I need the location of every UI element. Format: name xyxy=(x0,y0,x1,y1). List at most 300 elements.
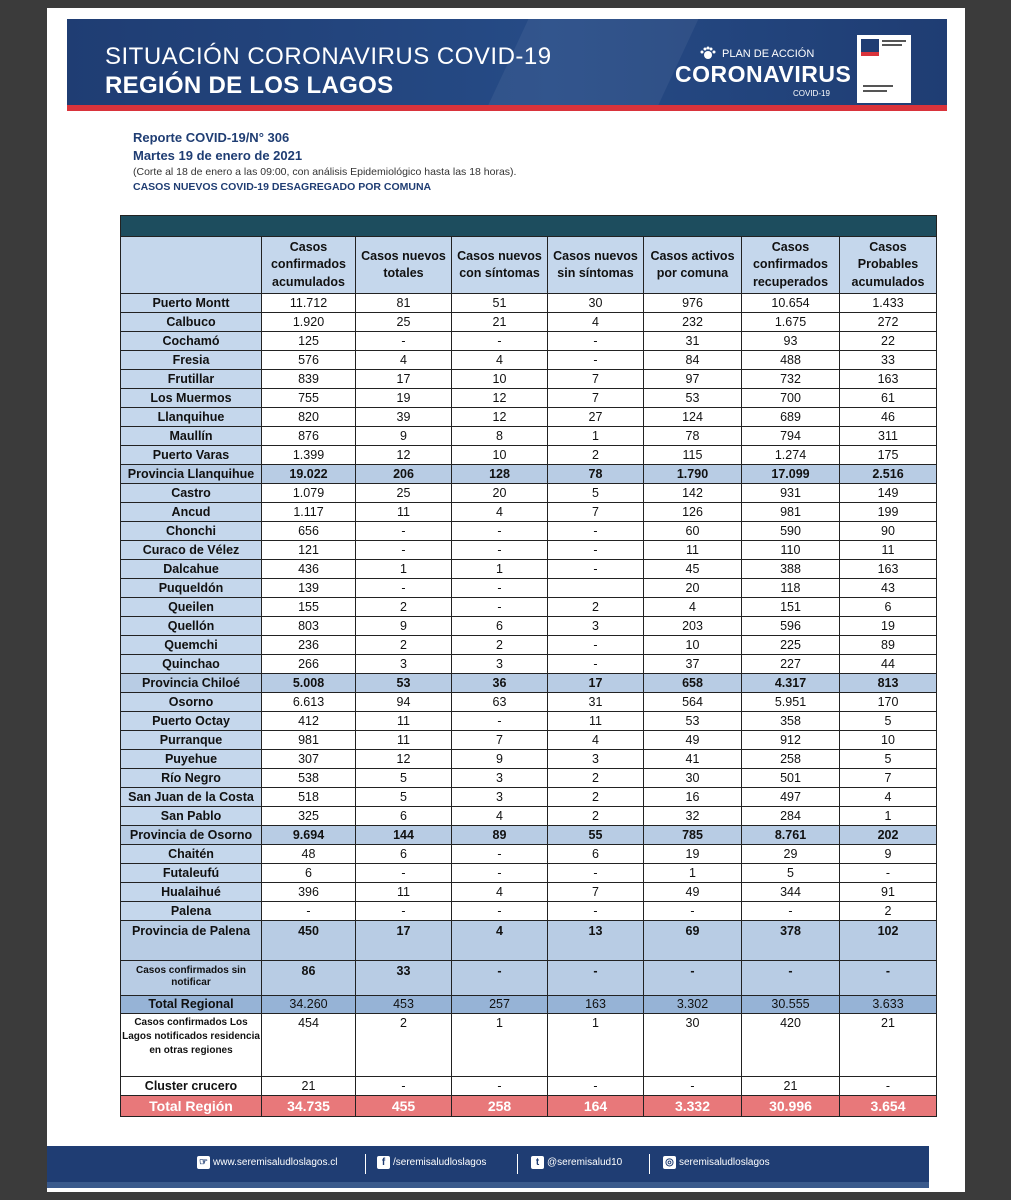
row-label: Cochamó xyxy=(121,332,262,351)
value-cell: 820 xyxy=(262,408,356,427)
value-cell: 151 xyxy=(742,598,840,617)
value-cell: 7 xyxy=(548,883,644,902)
value-cell: 412 xyxy=(262,712,356,731)
row-label: Calbuco xyxy=(121,313,262,332)
header-cell: Casos nuevos totales xyxy=(356,237,452,294)
value-cell: 700 xyxy=(742,389,840,408)
table-row xyxy=(121,693,937,712)
value-cell: 11 xyxy=(356,731,452,750)
brand-label: CORONAVIRUS xyxy=(675,61,852,87)
table-row xyxy=(121,750,937,769)
value-cell: 53 xyxy=(644,389,742,408)
value-cell: 5 xyxy=(356,788,452,807)
value-cell: 206 xyxy=(356,465,452,484)
value-cell: 46 xyxy=(840,408,937,427)
value-cell: 981 xyxy=(742,503,840,522)
value-cell: - xyxy=(644,1077,742,1096)
value-cell: 1 xyxy=(644,864,742,883)
value-cell: 31 xyxy=(644,332,742,351)
value-cell: 4.317 xyxy=(742,674,840,693)
value-cell: 2 xyxy=(356,1014,452,1077)
value-cell: 118 xyxy=(742,579,840,598)
value-cell: 78 xyxy=(548,465,644,484)
value-cell: 55 xyxy=(548,826,644,845)
value-cell: 22 xyxy=(840,332,937,351)
value-cell: 4 xyxy=(644,598,742,617)
value-cell: 81 xyxy=(356,294,452,313)
header-empty-cell xyxy=(121,237,262,294)
value-cell: 8 xyxy=(452,427,548,446)
value-cell: 163 xyxy=(840,370,937,389)
value-cell: 3.633 xyxy=(840,996,937,1014)
header-cell: Casos confirmados acumulados xyxy=(262,237,356,294)
value-cell: - xyxy=(840,864,937,883)
footer-instagram-label: seremisaludloslagos xyxy=(679,1157,770,1168)
value-cell: 2 xyxy=(840,902,937,921)
value-cell: 2 xyxy=(548,446,644,465)
value-cell: 3 xyxy=(356,655,452,674)
value-cell: 11 xyxy=(840,541,937,560)
value-cell: 272 xyxy=(840,313,937,332)
value-cell: 31 xyxy=(548,693,644,712)
value-cell: 84 xyxy=(644,351,742,370)
value-cell: 93 xyxy=(742,332,840,351)
value-cell: - xyxy=(548,541,644,560)
value-cell: 1 xyxy=(452,560,548,579)
value-cell: 175 xyxy=(840,446,937,465)
value-cell: 4 xyxy=(356,351,452,370)
footer-facebook-label: /seremisaludloslagos xyxy=(393,1157,487,1168)
value-cell: - xyxy=(452,522,548,541)
value-cell: 803 xyxy=(262,617,356,636)
value-cell: 257 xyxy=(452,996,548,1014)
value-cell: 30 xyxy=(644,769,742,788)
row-label: Río Negro xyxy=(121,769,262,788)
value-cell: 450 xyxy=(262,921,356,961)
value-cell: - xyxy=(452,961,548,996)
value-cell: 266 xyxy=(262,655,356,674)
value-cell: - xyxy=(840,1077,937,1096)
value-cell: 981 xyxy=(262,731,356,750)
value-cell: 29 xyxy=(742,845,840,864)
table-top-band xyxy=(121,216,937,237)
value-cell: 7 xyxy=(840,769,937,788)
row-label: Provincia Chiloé xyxy=(121,674,262,693)
value-cell: 2 xyxy=(548,807,644,826)
value-cell: 455 xyxy=(356,1096,452,1117)
value-cell: 5 xyxy=(840,750,937,769)
row-label: Cluster crucero xyxy=(121,1077,262,1096)
value-cell: 6 xyxy=(548,845,644,864)
report-page xyxy=(47,8,965,1192)
footer-bar xyxy=(47,1146,929,1182)
value-cell: 258 xyxy=(742,750,840,769)
table-row xyxy=(121,446,937,465)
value-cell: 163 xyxy=(840,560,937,579)
footer-twitter-label: @seremisalud10 xyxy=(547,1157,623,1168)
value-cell: 11 xyxy=(548,712,644,731)
value-cell: 3 xyxy=(452,769,548,788)
footer-instagram[interactable] xyxy=(663,1156,770,1169)
row-label: Puerto Varas xyxy=(121,446,262,465)
value-cell: 2 xyxy=(548,769,644,788)
table-row xyxy=(121,902,937,921)
value-cell: 10 xyxy=(452,370,548,389)
value-cell: 121 xyxy=(262,541,356,560)
value-cell: 124 xyxy=(644,408,742,427)
province-row xyxy=(121,674,937,693)
value-cell: 5 xyxy=(548,484,644,503)
table-row xyxy=(121,788,937,807)
row-label: Total Región xyxy=(121,1096,262,1117)
value-cell: 9 xyxy=(840,845,937,864)
row-label: Frutillar xyxy=(121,370,262,389)
row-label: Curaco de Vélez xyxy=(121,541,262,560)
value-cell: 4 xyxy=(452,351,548,370)
row-label: Castro xyxy=(121,484,262,503)
value-cell: 9 xyxy=(452,750,548,769)
value-cell: 39 xyxy=(356,408,452,427)
footer-divider xyxy=(649,1154,650,1174)
row-label: Casos confirmados sin notificar xyxy=(121,961,262,996)
value-cell: 518 xyxy=(262,788,356,807)
cases-table-wrap xyxy=(120,215,936,1117)
value-cell: 21 xyxy=(262,1077,356,1096)
value-cell: - xyxy=(356,579,452,598)
value-cell: 10 xyxy=(644,636,742,655)
table-row xyxy=(121,560,937,579)
web-icon: ☞ xyxy=(197,1156,210,1169)
value-cell: 488 xyxy=(742,351,840,370)
value-cell: 53 xyxy=(644,712,742,731)
row-label: Fresia xyxy=(121,351,262,370)
row-label: Futaleufú xyxy=(121,864,262,883)
value-cell: 6 xyxy=(840,598,937,617)
value-cell: 5 xyxy=(742,864,840,883)
table-row xyxy=(121,332,937,351)
row-label: Hualaihué xyxy=(121,883,262,902)
value-cell: 49 xyxy=(644,883,742,902)
value-cell: - xyxy=(644,902,742,921)
value-cell: 53 xyxy=(356,674,452,693)
header-cell: Casos nuevos sin síntomas xyxy=(548,237,644,294)
table-row xyxy=(121,864,937,883)
value-cell: 10 xyxy=(452,446,548,465)
value-cell: - xyxy=(644,961,742,996)
value-cell: - xyxy=(742,902,840,921)
value-cell: - xyxy=(452,598,548,617)
value-cell: 128 xyxy=(452,465,548,484)
row-label: San Pablo xyxy=(121,807,262,826)
value-cell: 3.654 xyxy=(840,1096,937,1117)
value-cell: 170 xyxy=(840,693,937,712)
value-cell: 1.117 xyxy=(262,503,356,522)
value-cell: 4 xyxy=(452,883,548,902)
footer-twitter[interactable] xyxy=(531,1156,622,1169)
value-cell: 5 xyxy=(840,712,937,731)
table-row xyxy=(121,1014,937,1077)
value-cell: 6 xyxy=(356,845,452,864)
value-cell: 453 xyxy=(356,996,452,1014)
value-cell: 25 xyxy=(356,313,452,332)
value-cell: - xyxy=(452,579,548,598)
footer-facebook[interactable] xyxy=(377,1156,486,1169)
row-label: Los Muermos xyxy=(121,389,262,408)
value-cell: 17.099 xyxy=(742,465,840,484)
report-number: Reporte COVID-19/N° 306 xyxy=(133,130,290,145)
table-header-row xyxy=(121,237,937,294)
value-cell: - xyxy=(548,351,644,370)
table-row xyxy=(121,655,937,674)
value-cell: 307 xyxy=(262,750,356,769)
value-cell: 732 xyxy=(742,370,840,389)
row-label: Chaitén xyxy=(121,845,262,864)
value-cell: 1 xyxy=(548,1014,644,1077)
value-cell: 1.433 xyxy=(840,294,937,313)
value-cell: 33 xyxy=(356,961,452,996)
value-cell: 17 xyxy=(356,370,452,389)
value-cell: 236 xyxy=(262,636,356,655)
value-cell: 7 xyxy=(548,503,644,522)
row-label: Llanquihue xyxy=(121,408,262,427)
header-cell: Casos activos por comuna xyxy=(644,237,742,294)
value-cell: 11 xyxy=(356,883,452,902)
regional-total-row xyxy=(121,996,937,1014)
row-label: Dalcahue xyxy=(121,560,262,579)
value-cell: 63 xyxy=(452,693,548,712)
value-cell: 4 xyxy=(548,313,644,332)
value-cell: 19.022 xyxy=(262,465,356,484)
row-label: Total Regional xyxy=(121,996,262,1014)
value-cell: 225 xyxy=(742,636,840,655)
value-cell: 2 xyxy=(548,598,644,617)
value-cell: 11 xyxy=(356,503,452,522)
value-cell: 12 xyxy=(452,408,548,427)
value-cell: 16 xyxy=(644,788,742,807)
value-cell: 21 xyxy=(840,1014,937,1077)
value-cell: 4 xyxy=(452,921,548,961)
province-row xyxy=(121,921,937,961)
table-body xyxy=(121,294,937,1117)
value-cell: 12 xyxy=(356,750,452,769)
value-cell: - xyxy=(548,1077,644,1096)
value-cell: 20 xyxy=(452,484,548,503)
value-cell: 3 xyxy=(452,788,548,807)
value-cell: 596 xyxy=(742,617,840,636)
value-cell: 30.996 xyxy=(742,1096,840,1117)
value-cell: - xyxy=(548,560,644,579)
value-cell: 61 xyxy=(840,389,937,408)
value-cell: 6 xyxy=(262,864,356,883)
value-cell: 6.613 xyxy=(262,693,356,712)
table-row xyxy=(121,883,937,902)
value-cell: 36 xyxy=(452,674,548,693)
value-cell: 794 xyxy=(742,427,840,446)
value-cell: 232 xyxy=(644,313,742,332)
table-row xyxy=(121,712,937,731)
value-cell: 7 xyxy=(548,389,644,408)
row-label: Maullín xyxy=(121,427,262,446)
value-cell: - xyxy=(548,332,644,351)
row-label: Provincia Llanquihue xyxy=(121,465,262,484)
footer-divider xyxy=(365,1154,366,1174)
value-cell: 785 xyxy=(644,826,742,845)
table-row xyxy=(121,408,937,427)
row-label: Osorno xyxy=(121,693,262,712)
value-cell: 21 xyxy=(742,1077,840,1096)
value-cell: 30 xyxy=(644,1014,742,1077)
value-cell: - xyxy=(548,636,644,655)
value-cell: 163 xyxy=(548,996,644,1014)
value-cell: 17 xyxy=(356,921,452,961)
value-cell: - xyxy=(452,332,548,351)
value-cell: 139 xyxy=(262,579,356,598)
value-cell: - xyxy=(356,902,452,921)
row-label: Chonchi xyxy=(121,522,262,541)
value-cell: 876 xyxy=(262,427,356,446)
footer-web-label: www.seremisaludloslagos.cl xyxy=(213,1157,338,1168)
value-cell: 9.694 xyxy=(262,826,356,845)
table-row xyxy=(121,427,937,446)
table-row xyxy=(121,961,937,996)
row-label: Casos confirmados Los Lagos notificados residencia en otras regiones xyxy=(121,1014,262,1077)
value-cell: 25 xyxy=(356,484,452,503)
value-cell: 4 xyxy=(452,807,548,826)
banner-title: SITUACIÓN CORONAVIRUS COVID-19 xyxy=(105,43,552,70)
value-cell: - xyxy=(548,864,644,883)
value-cell: 44 xyxy=(840,655,937,674)
value-cell: 2 xyxy=(356,636,452,655)
value-cell: 27 xyxy=(548,408,644,427)
value-cell: 94 xyxy=(356,693,452,712)
value-cell: - xyxy=(356,864,452,883)
value-cell: 30 xyxy=(548,294,644,313)
plan-label: PLAN DE ACCIÓN xyxy=(722,48,815,60)
value-cell: 1.920 xyxy=(262,313,356,332)
tumblr-icon: t xyxy=(531,1156,544,1169)
row-label: Quinchao xyxy=(121,655,262,674)
value-cell: 8.761 xyxy=(742,826,840,845)
table-row xyxy=(121,807,937,826)
table-row xyxy=(121,541,937,560)
value-cell: 97 xyxy=(644,370,742,389)
value-cell: 4 xyxy=(840,788,937,807)
value-cell xyxy=(548,579,644,598)
facebook-icon: f xyxy=(377,1156,390,1169)
value-cell: - xyxy=(452,541,548,560)
province-row xyxy=(121,465,937,484)
table-row xyxy=(121,731,937,750)
value-cell: 90 xyxy=(840,522,937,541)
value-cell: 19 xyxy=(644,845,742,864)
value-cell: 755 xyxy=(262,389,356,408)
value-cell: 78 xyxy=(644,427,742,446)
table-row xyxy=(121,617,937,636)
value-cell: 9 xyxy=(356,427,452,446)
value-cell: 41 xyxy=(644,750,742,769)
value-cell: - xyxy=(548,522,644,541)
value-cell: 30.555 xyxy=(742,996,840,1014)
value-cell: 10 xyxy=(840,731,937,750)
value-cell: 1 xyxy=(840,807,937,826)
value-cell: 689 xyxy=(742,408,840,427)
value-cell: 396 xyxy=(262,883,356,902)
value-cell: 89 xyxy=(452,826,548,845)
ministry-logo xyxy=(857,35,911,103)
value-cell: 43 xyxy=(840,579,937,598)
value-cell: 378 xyxy=(742,921,840,961)
footer-divider xyxy=(517,1154,518,1174)
value-cell: 69 xyxy=(644,921,742,961)
value-cell: 32 xyxy=(644,807,742,826)
value-cell: - xyxy=(356,332,452,351)
value-cell: 4 xyxy=(548,731,644,750)
value-cell: 21 xyxy=(452,313,548,332)
value-cell: 576 xyxy=(262,351,356,370)
value-cell: 813 xyxy=(840,674,937,693)
value-cell: 4 xyxy=(452,503,548,522)
table-row xyxy=(121,845,937,864)
value-cell: 9 xyxy=(356,617,452,636)
value-cell: 227 xyxy=(742,655,840,674)
value-cell: 258 xyxy=(452,1096,548,1117)
value-cell: - xyxy=(742,961,840,996)
value-cell: 34.260 xyxy=(262,996,356,1014)
value-cell: 6 xyxy=(452,617,548,636)
value-cell: 34.735 xyxy=(262,1096,356,1117)
value-cell: 6 xyxy=(356,807,452,826)
value-cell: 931 xyxy=(742,484,840,503)
row-label: Palena xyxy=(121,902,262,921)
report-subtitle: CASOS NUEVOS COVID-19 DESAGREGADO POR COMUNA xyxy=(133,181,432,193)
value-cell: 358 xyxy=(742,712,840,731)
value-cell: - xyxy=(548,902,644,921)
value-cell: 5 xyxy=(356,769,452,788)
footer-web[interactable] xyxy=(197,1156,338,1169)
value-cell: 110 xyxy=(742,541,840,560)
table-row xyxy=(121,579,937,598)
value-cell: 3 xyxy=(548,617,644,636)
value-cell: 538 xyxy=(262,769,356,788)
value-cell: 33 xyxy=(840,351,937,370)
value-cell: 839 xyxy=(262,370,356,389)
table-row xyxy=(121,484,937,503)
value-cell: 102 xyxy=(840,921,937,961)
value-cell: 311 xyxy=(840,427,937,446)
grand-total-row xyxy=(121,1096,937,1117)
value-cell: 2 xyxy=(452,636,548,655)
row-label: Puqueldón xyxy=(121,579,262,598)
value-cell: 142 xyxy=(644,484,742,503)
value-cell: - xyxy=(452,845,548,864)
value-cell: 420 xyxy=(742,1014,840,1077)
value-cell: 45 xyxy=(644,560,742,579)
table-row xyxy=(121,598,937,617)
value-cell: 3 xyxy=(548,750,644,769)
footer-lower-bar xyxy=(47,1182,929,1188)
value-cell: 2.516 xyxy=(840,465,937,484)
header-cell: Casos nuevos con síntomas xyxy=(452,237,548,294)
row-label: Queilen xyxy=(121,598,262,617)
value-cell: 1.399 xyxy=(262,446,356,465)
banner-region: REGIÓN DE LOS LAGOS xyxy=(105,72,394,99)
value-cell: 1.675 xyxy=(742,313,840,332)
value-cell: 497 xyxy=(742,788,840,807)
row-label: Quellón xyxy=(121,617,262,636)
value-cell: 89 xyxy=(840,636,937,655)
header-cell: Casos Probables acumulados xyxy=(840,237,937,294)
table-row xyxy=(121,389,937,408)
